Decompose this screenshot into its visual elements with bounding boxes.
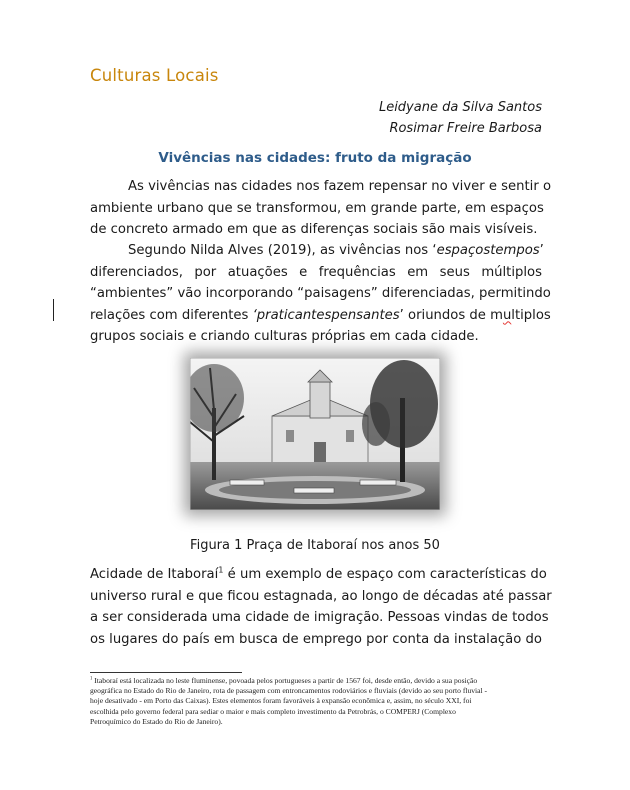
figure-photo[interactable]	[190, 358, 440, 510]
footnote-line: hoje desativado - em Porto das Caixas). Estes elementos foram favoráveis à expansão econômica e, assim, no século XXI, foi	[90, 696, 472, 706]
italic-term: ‘praticantespensantes	[252, 307, 400, 323]
article-heading: Vivências nas cidades: fruto da migração	[158, 150, 472, 166]
paragraph-line	[90, 326, 542, 348]
author-name: Rosimar Freire Barbosa	[389, 121, 542, 136]
text-run: Segundo Nilda Alves (2019), as vivências nos ‘	[128, 243, 437, 258]
paragraph[interactable]	[90, 176, 552, 241]
text-run: a ser considerada uma cidade de imigração. Pessoas vindas de todos	[90, 610, 549, 625]
text-run: os lugares do país em busca de emprego por conta da instalação do	[90, 631, 542, 647]
text-run: ambiente urbano que se transformou, em grande parte, em espaços	[90, 200, 544, 216]
text-run: grupos sociais e criando culturas próprias em cada cidade.	[90, 329, 479, 344]
italic-term: espaçostempos	[436, 243, 540, 258]
paragraph-line	[90, 586, 552, 608]
footnote	[90, 676, 542, 727]
paragraph[interactable]	[90, 240, 551, 348]
paragraph-line	[90, 240, 542, 262]
footnote-separator	[90, 672, 242, 673]
author-name: Leidyane da Silva Santos	[378, 100, 542, 115]
plaza-photo-image	[190, 358, 440, 510]
text-run: “ambientes” vão incorporando “paisagens” diferenciadas, permitindo	[90, 286, 551, 301]
paragraph-line	[90, 176, 552, 198]
footnote-reference[interactable]: 1	[218, 564, 224, 575]
footnote-line	[90, 676, 542, 686]
text-run: relações com diferentes	[90, 307, 253, 323]
paragraph-line	[90, 283, 551, 305]
text-run: de concreto armado em que as diferenças sociais são mais visíveis.	[90, 222, 538, 237]
paragraph-line	[90, 564, 547, 586]
paragraph-line	[90, 305, 551, 327]
paragraph-line	[90, 607, 549, 629]
paragraph-line	[90, 262, 542, 284]
paragraph-line	[90, 198, 542, 220]
footnote-marker: 1	[90, 676, 93, 682]
text-run: diferenciados, por atuações e frequências em seus múltiplos	[90, 264, 542, 280]
text-run: As vivências nas cidades nos fazem repensar no viver e sentir o	[128, 179, 552, 194]
text-run: é um exemplo de espaço com características do	[223, 567, 547, 582]
footnote-line: Petroquímico do Estado do Rio de Janeiro).	[90, 716, 223, 726]
figure-caption: Figura 1 Praça de Itaboraí nos anos 50	[190, 538, 440, 553]
text-run: Acidade de Itaboraí	[90, 567, 219, 582]
paragraph[interactable]	[90, 564, 552, 650]
spellcheck-flag[interactable]: u	[502, 307, 512, 323]
footnote-line: geográfica no Estado do Rio de Janeiro, rota de passagem com entroncamentos rodoviários e fluviais (devido ao seu porto fluvial -	[90, 686, 488, 696]
text-cursor	[53, 299, 54, 321]
footnote-line: escolhida pelo governo federal para sediar o maior e mais completo investimento da Petrobrás, o COMPERJ (Complexo	[90, 706, 456, 716]
text-run: ltiplos	[511, 307, 551, 323]
text-run: ’	[539, 243, 544, 258]
text-run: ’ oriundos de m	[399, 307, 503, 323]
paragraph-line	[90, 629, 542, 651]
text-run: universo rural e que ficou estagnada, ao longo de décadas até passar	[90, 588, 552, 604]
section-title: Culturas Locais	[90, 66, 219, 85]
paragraph-line	[90, 219, 542, 241]
text-run: Itaboraí está localizada no leste fluminense, povoada pelos portugueses a partir de 1567 foi, desde então, devido a sua posição	[92, 676, 478, 685]
